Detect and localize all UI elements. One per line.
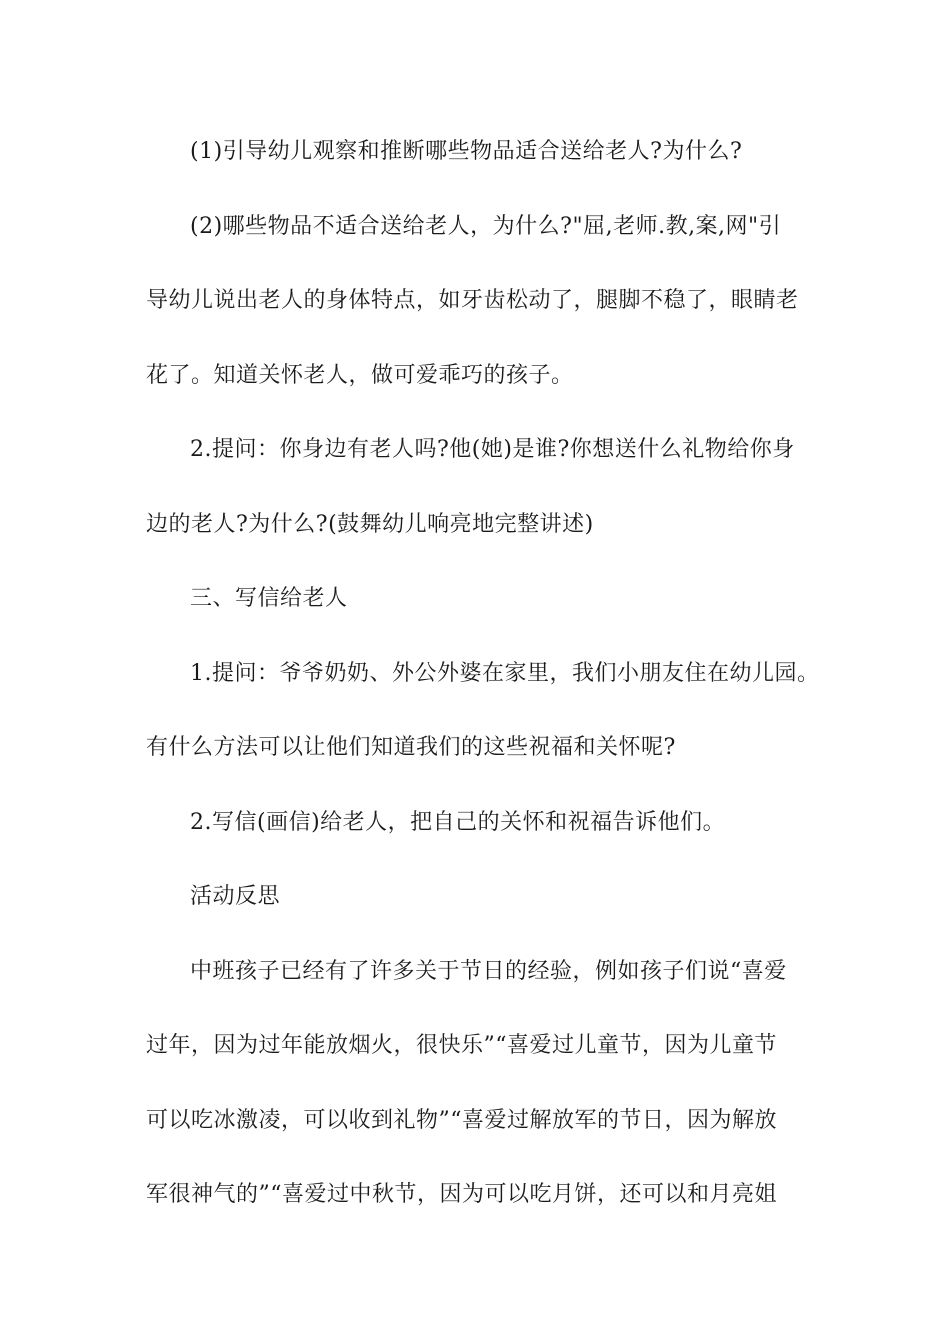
text-line-14: 可以吃冰激凌，可以收到礼物”“喜爱过解放军的节日，因为解放 [146,1108,777,1133]
text-line-13: 过年，因为过年能放烟火，很快乐”“喜爱过儿童节，因为儿童节 [146,1033,777,1058]
text-line-10: 2.写信(画信)给老人，把自己的关怀和祝福告诉他们。 [190,810,726,835]
text-line-8: 1.提问：爷爷奶奶、外公外婆在家里，我们小朋友住在幼儿园。 [190,661,820,686]
text-line-5: 2.提问：你身边有老人吗?他(她)是谁?你想送什么礼物给你身 [190,437,795,462]
text-line-9: 有什么方法可以让他们知道我们的这些祝福和关怀呢? [146,735,676,760]
text-line-12: 中班孩子已经有了许多关于节日的经验，例如孩子们说“喜爱 [190,959,787,984]
text-line-2: (2)哪些物品不适合送给老人，为什么?"屈,老师.教,案,网"引 [190,214,782,239]
text-line-6: 边的老人?为什么?(鼓舞幼儿响亮地完整讲述) [146,512,594,537]
text-line-1: (1)引导幼儿观察和推断哪些物品适合送给老人?为什么? [190,139,743,164]
section-heading-write-letter: 三、写信给老人 [190,586,348,611]
text-line-4: 花了。知道关怀老人，做可爱乖巧的孩子。 [146,363,574,388]
text-line-3: 导幼儿说出老人的身体特点，如牙齿松动了，腿脚不稳了，眼睛老 [146,288,799,313]
text-line-15: 军很神气的”“喜爱过中秋节，因为可以吃月饼，还可以和月亮姐 [146,1182,777,1207]
section-heading-reflection: 活动反思 [190,884,281,909]
